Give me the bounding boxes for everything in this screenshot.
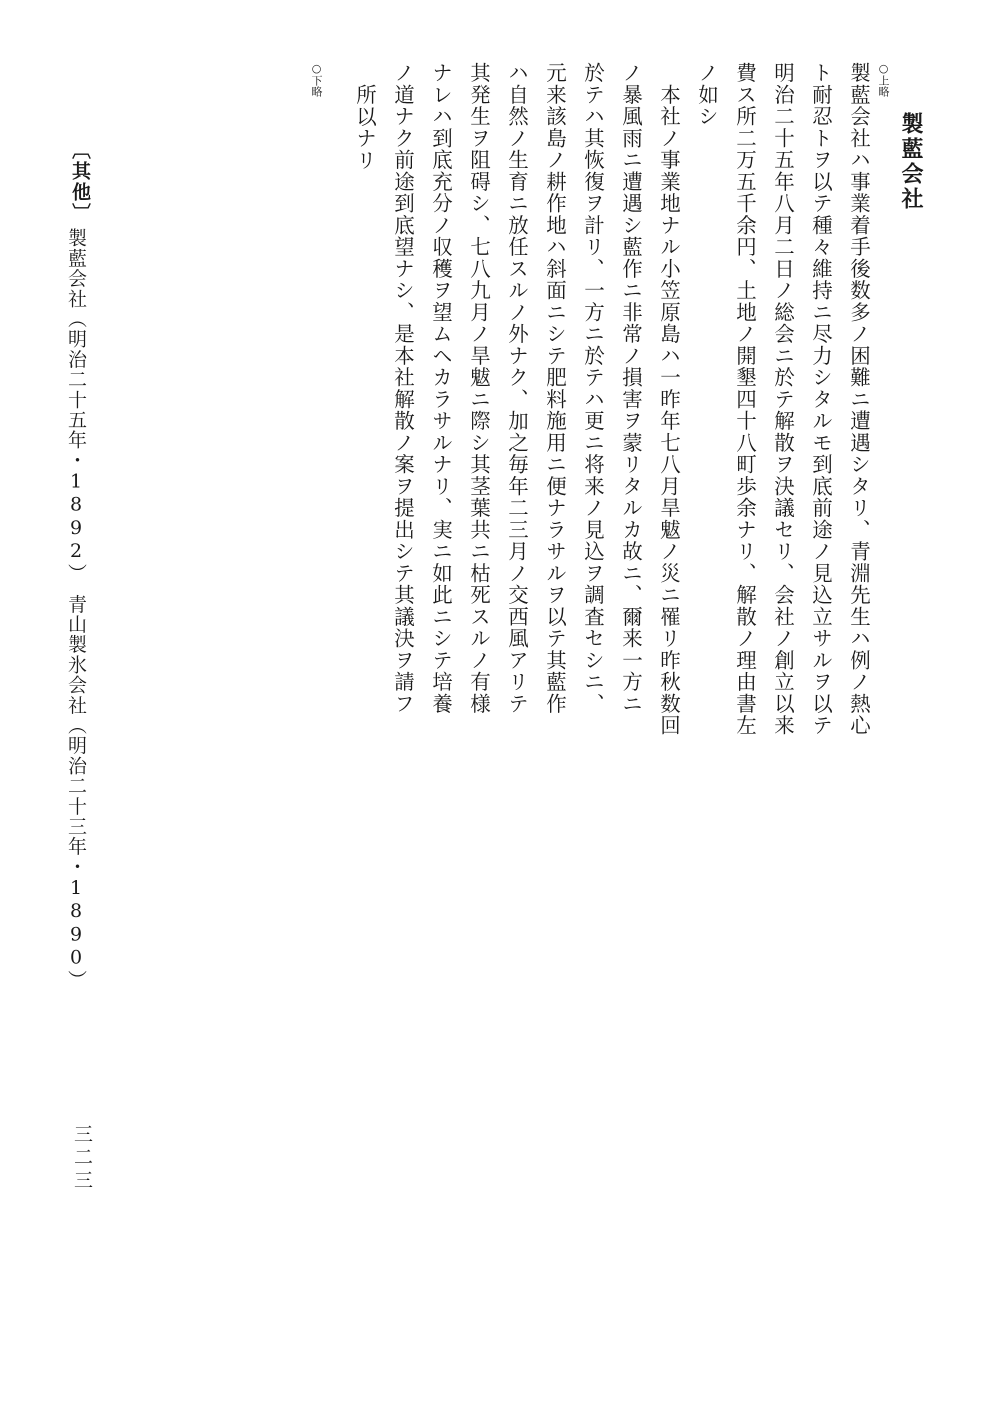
body-line: 製藍会社ハ事業着手後数多ノ困難ニ遭遇シタリ、青淵先生ハ例ノ熱心: [846, 62, 871, 737]
omission-mark-bottom: ○下略: [310, 62, 323, 97]
body-line: ハ自然ノ生育ニ放任スルノ外ナク、加之毎年二三月ノ交西風アリテ: [504, 62, 529, 715]
omission-mark-top: ○上略: [877, 62, 890, 97]
body-line: ノ暴風雨ニ遭遇シ藍作ニ非常ノ損害ヲ蒙リタルカ故ニ、爾来一方ニ: [618, 62, 643, 715]
running-footer-label: 〔其他〕: [69, 140, 91, 224]
body-line: ノ如シ: [694, 62, 719, 128]
body-line: 費ス所二万五千余円、土地ノ開墾四十八町歩余ナリ、解散ノ理由書左: [732, 62, 757, 737]
body-line: ノ道ナク前途到底望ナシ、是本社解散ノ案ヲ提出シテ其議決ヲ請フ: [390, 62, 415, 715]
body-line: ナレハ到底充分ノ収穫ヲ望ムヘカラサルナリ、実ニ如此ニシテ培養: [428, 62, 453, 715]
body-line: 本社ノ事業地ナル小笠原島ハ一昨年七八月旱魃ノ災ニ罹リ昨秋数回: [656, 62, 681, 737]
body-line: 明治二十五年八月二日ノ総会ニ於テ解散ヲ決議セリ、会社ノ創立以来: [770, 62, 795, 737]
body-line: 所以ナリ: [352, 84, 377, 171]
running-footer-text: 製藍会社（明治二十五年・1892） 青山製氷会社（明治二十三年・1890）: [65, 228, 87, 990]
section-title: 製藍会社: [898, 112, 924, 212]
body-line: 其発生ヲ阻碍シ、七八九月ノ旱魃ニ際シ其茎葉共ニ枯死スルノ有様: [466, 62, 491, 715]
body-line: 於テハ其恢復ヲ計リ、一方ニ於テハ更ニ将来ノ見込ヲ調査セシニ、: [580, 62, 605, 715]
body-line: ト耐忍トヲ以テ種々維持ニ尽力シタルモ到底前途ノ見込立サルヲ以テ: [808, 62, 833, 737]
page-number: 三二三: [71, 1124, 93, 1193]
body-line: 元来該島ノ耕作地ハ斜面ニシテ肥料施用ニ便ナラサルヲ以テ其藍作: [542, 62, 567, 715]
